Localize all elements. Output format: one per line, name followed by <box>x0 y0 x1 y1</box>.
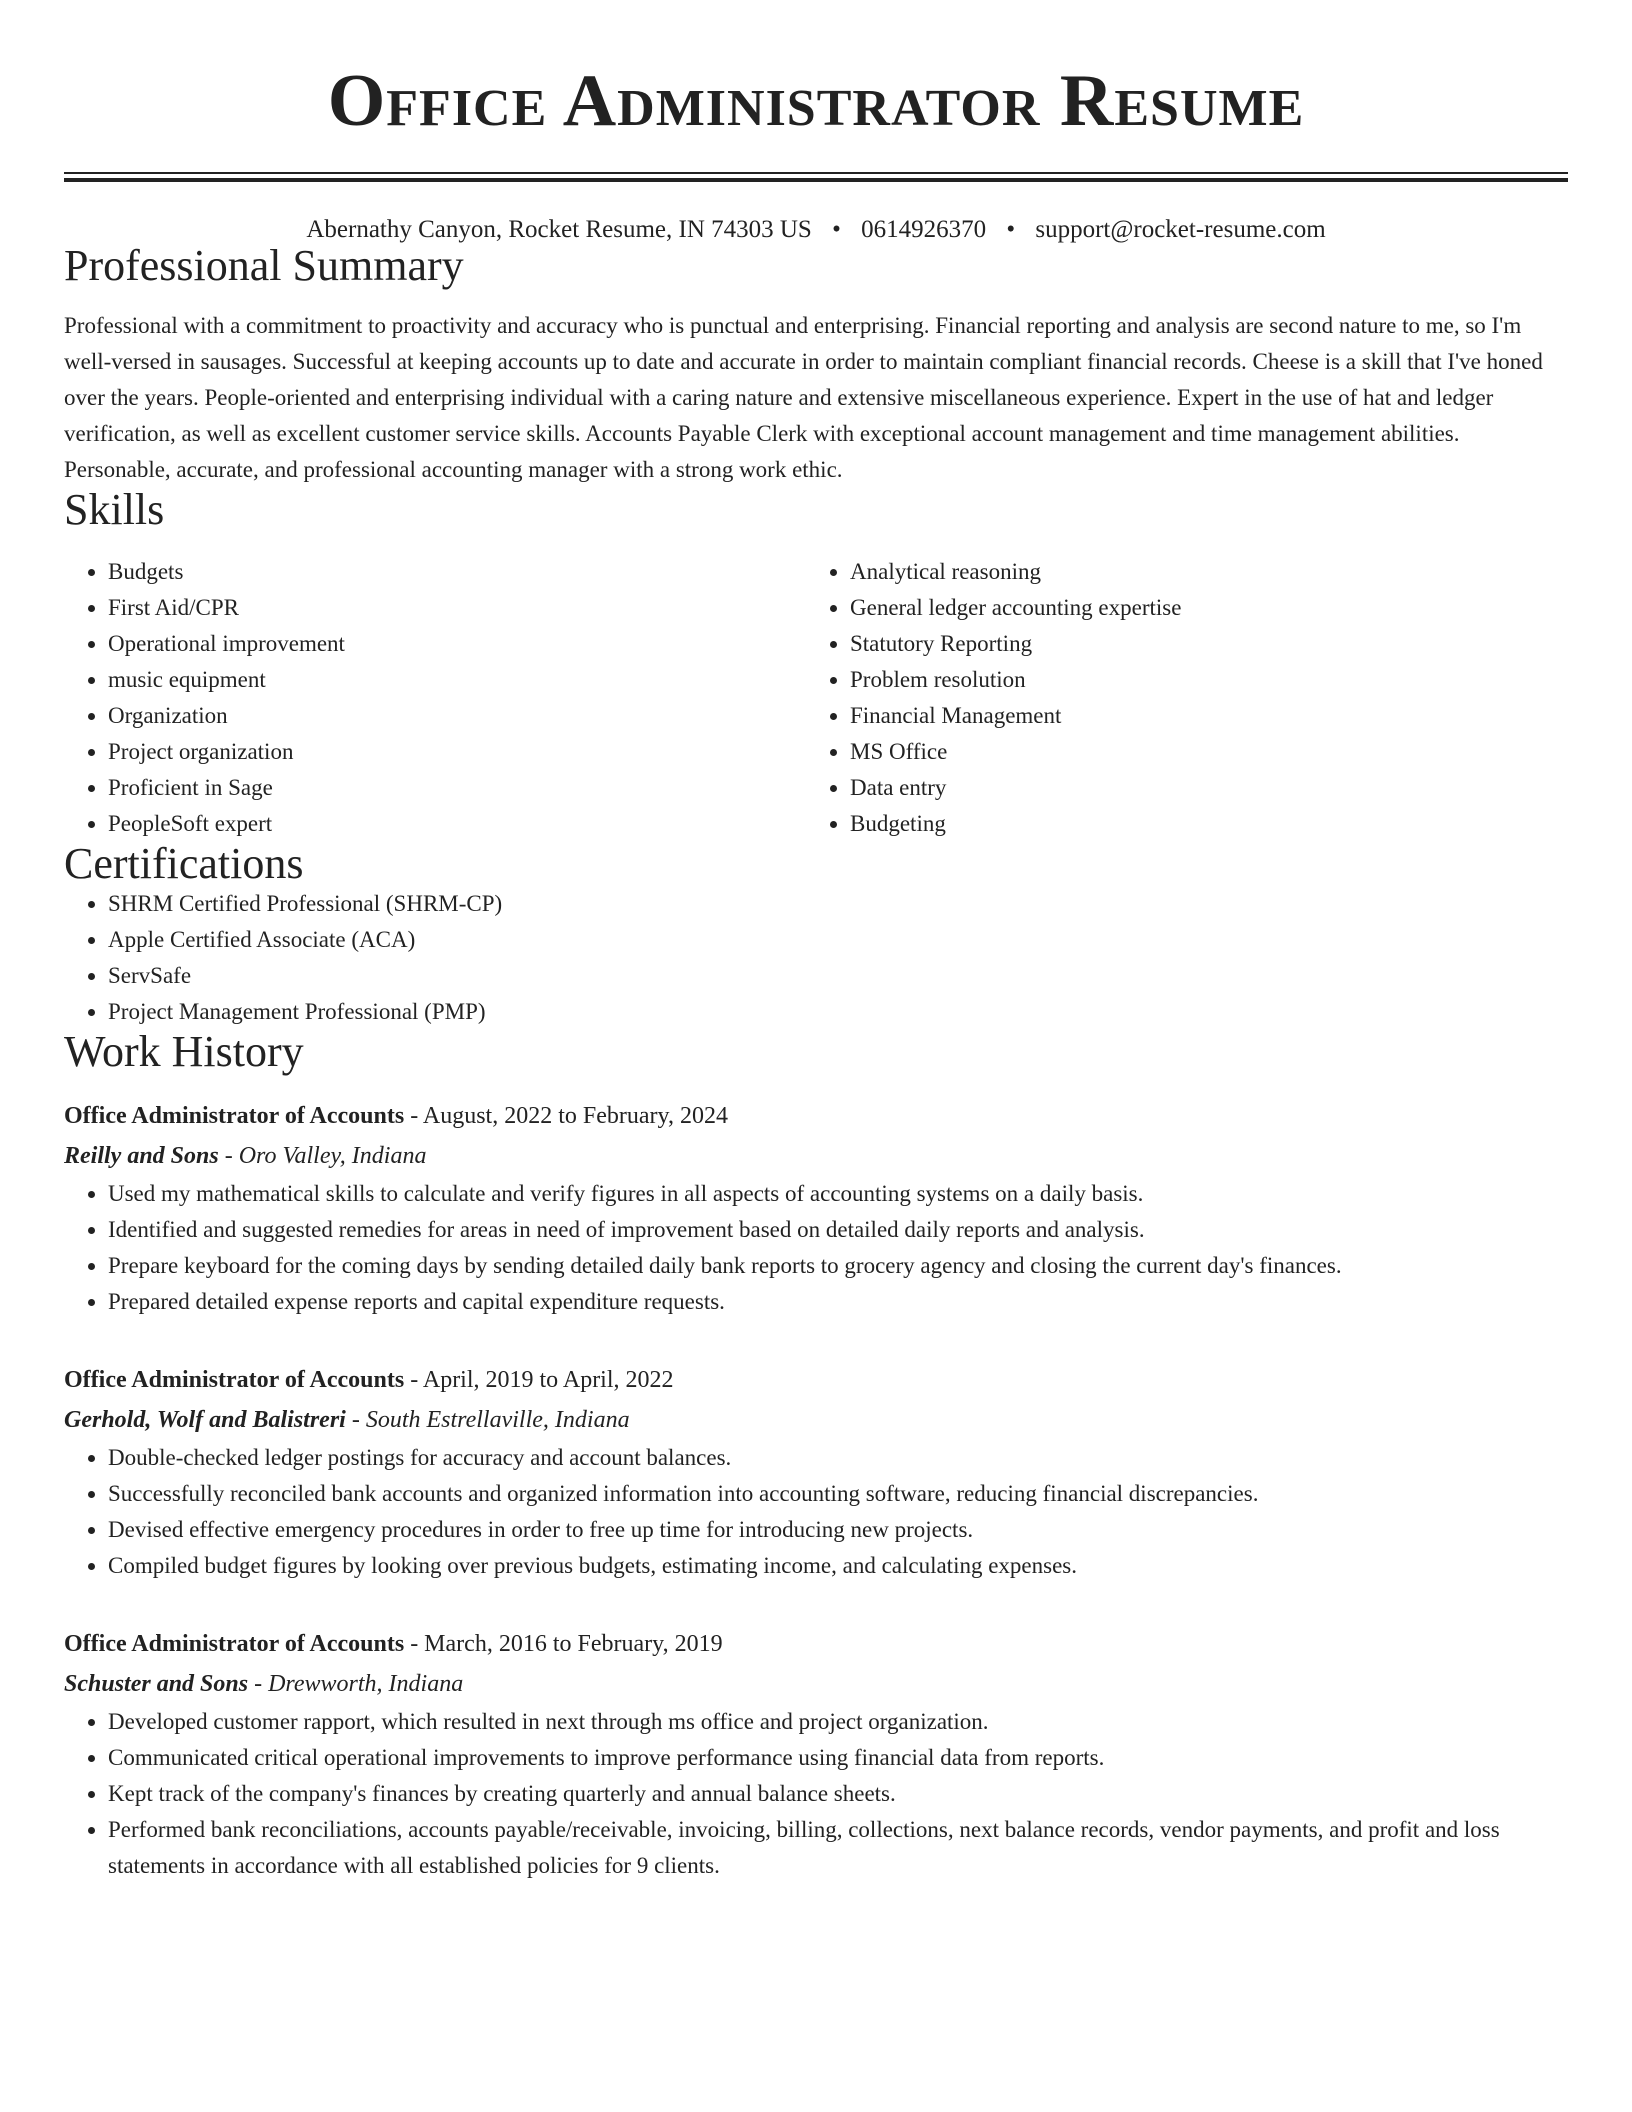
job-title: Office Administrator of Accounts <box>64 1103 405 1129</box>
skill-item: • Organization <box>108 698 806 734</box>
work-history-heading: Work History <box>64 1027 304 1076</box>
skill-item: • Analytical reasoning <box>850 554 1548 590</box>
job-company-line <box>64 1136 1568 1176</box>
contact-separator: • <box>832 216 841 243</box>
job-title-line <box>64 1096 1568 1136</box>
certifications-heading: Certifications <box>64 839 304 888</box>
job-location: - Drewworth, Indiana <box>248 1671 464 1697</box>
job-bullet: • Kept track of the company's finances by creating quarterly and annual balance sheets. <box>108 1776 1568 1812</box>
contact-phone: 0614926370 <box>861 216 987 243</box>
job-company: Schuster and Sons <box>64 1671 249 1697</box>
skills-list-right <box>806 554 1548 842</box>
job-location: - Oro Valley, Indiana <box>218 1143 427 1169</box>
job-bullets <box>64 1176 1568 1320</box>
job-bullet: • Successfully reconciled bank accounts and organized information into accounting software, reducing financial discrepancies. <box>108 1476 1568 1512</box>
job-bullet: • Devised effective emergency procedures in order to free up time for introducing new projects. <box>108 1512 1568 1548</box>
job-bullet: • Identified and suggested remedies for areas in need of improvement based on detailed daily reports and analysis. <box>108 1212 1568 1248</box>
skill-item: • Operational improvement <box>108 626 806 662</box>
skill-item: • General ledger accounting expertise <box>850 590 1548 626</box>
job-dates: - March, 2016 to February, 2019 <box>404 1631 723 1657</box>
job-location: - South Estrellaville, Indiana <box>345 1407 630 1433</box>
skills-list-left <box>64 554 806 842</box>
summary-text: Professional with a commitment to proactivity and accuracy who is punctual and enterprising. Financial reporting and analysis are second nature to me, so I'm well-versed in sausages. Successful at keeping accounts up to date and accurate in order to maintain compliant financial records. Cheese is a skill that I've honed over the years. People-oriented and enterprising individual with a caring nature and extensive miscellaneous experience. Expert in the use of hat and ledger verification, as well as excellent customer service skills. Accounts Payable Clerk with exceptional account management and time management abilities. Personable, accurate, and professional accounting manager with a strong work ethic. <box>64 313 1543 482</box>
contact-line <box>64 216 1568 244</box>
certification-item: • Project Management Professional (PMP) <box>108 994 1568 1030</box>
job-bullet: • Prepared detailed expense reports and capital expenditure requests. <box>108 1284 1568 1320</box>
job-company: Reilly and Sons <box>64 1143 219 1169</box>
job-bullet: • Developed customer rapport, which resulted in next through ms office and project organization. <box>108 1704 1568 1740</box>
job-entry <box>64 1096 1568 1320</box>
job-bullet: • Double-checked ledger postings for accuracy and account balances. <box>108 1440 1568 1476</box>
job-company: Gerhold, Wolf and Balistreri <box>64 1407 346 1433</box>
job-dates: - April, 2019 to April, 2022 <box>404 1367 674 1393</box>
job-title-line <box>64 1624 1568 1664</box>
job-entry <box>64 1360 1568 1584</box>
skill-item: • Data entry <box>850 770 1548 806</box>
certification-item: • ServSafe <box>108 958 1568 994</box>
title-double-rule <box>64 172 1568 182</box>
certification-item: • SHRM Certified Professional (SHRM-CP) <box>108 886 1568 922</box>
skill-item: • Budgets <box>108 554 806 590</box>
job-title: Office Administrator of Accounts <box>64 1367 405 1393</box>
job-dates: - August, 2022 to February, 2024 <box>404 1103 728 1129</box>
job-bullets <box>64 1704 1568 1884</box>
skill-item: • MS Office <box>850 734 1548 770</box>
skills-column-right <box>806 554 1548 842</box>
skill-item: • PeopleSoft expert <box>108 806 806 842</box>
skill-item: • Statutory Reporting <box>850 626 1548 662</box>
skills-column-left <box>64 554 806 842</box>
job-bullet: • Performed bank reconciliations, accounts payable/receivable, invoicing, billing, collections, next balance records, vendor payments, and profit and loss statements in accordance with all established policies for 9 clients. <box>108 1812 1568 1884</box>
certification-item: • Apple Certified Associate (ACA) <box>108 922 1568 958</box>
contact-email: support@rocket-resume.com <box>1035 216 1326 243</box>
skill-item: • Proficient in Sage <box>108 770 806 806</box>
job-bullet: • Communicated critical operational improvements to improve performance using financial data from reports. <box>108 1740 1568 1776</box>
contact-separator: • <box>1006 216 1016 243</box>
skill-item: • Problem resolution <box>850 662 1548 698</box>
certifications-list <box>64 886 1568 1030</box>
job-title: Office Administrator of Accounts <box>64 1631 405 1657</box>
job-entry <box>64 1624 1568 1884</box>
job-title-line <box>64 1360 1568 1400</box>
job-bullet: • Prepare keyboard for the coming days by sending detailed daily bank reports to grocery agency and closing the current day's finances. <box>108 1248 1568 1284</box>
summary-heading: Professional Summary <box>64 241 464 290</box>
job-bullet: • Used my mathematical skills to calculate and verify figures in all aspects of accounting systems on a daily basis. <box>108 1176 1568 1212</box>
skill-item: • Project organization <box>108 734 806 770</box>
job-bullet: • Compiled budget figures by looking over previous budgets, estimating income, and calculating expenses. <box>108 1548 1568 1584</box>
skill-item: • music equipment <box>108 662 806 698</box>
resume-title: Office Administrator Resume <box>327 60 1305 142</box>
job-bullets <box>64 1440 1568 1584</box>
skill-item: • Budgeting <box>850 806 1548 842</box>
skills-heading: Skills <box>64 485 165 534</box>
skill-item: • Financial Management <box>850 698 1548 734</box>
skills-grid <box>64 554 1568 842</box>
skill-item: • First Aid/CPR <box>108 590 806 626</box>
job-company-line <box>64 1400 1568 1440</box>
job-company-line <box>64 1664 1568 1704</box>
contact-address: Abernathy Canyon, Rocket Resume, IN 74303 US <box>306 216 812 243</box>
